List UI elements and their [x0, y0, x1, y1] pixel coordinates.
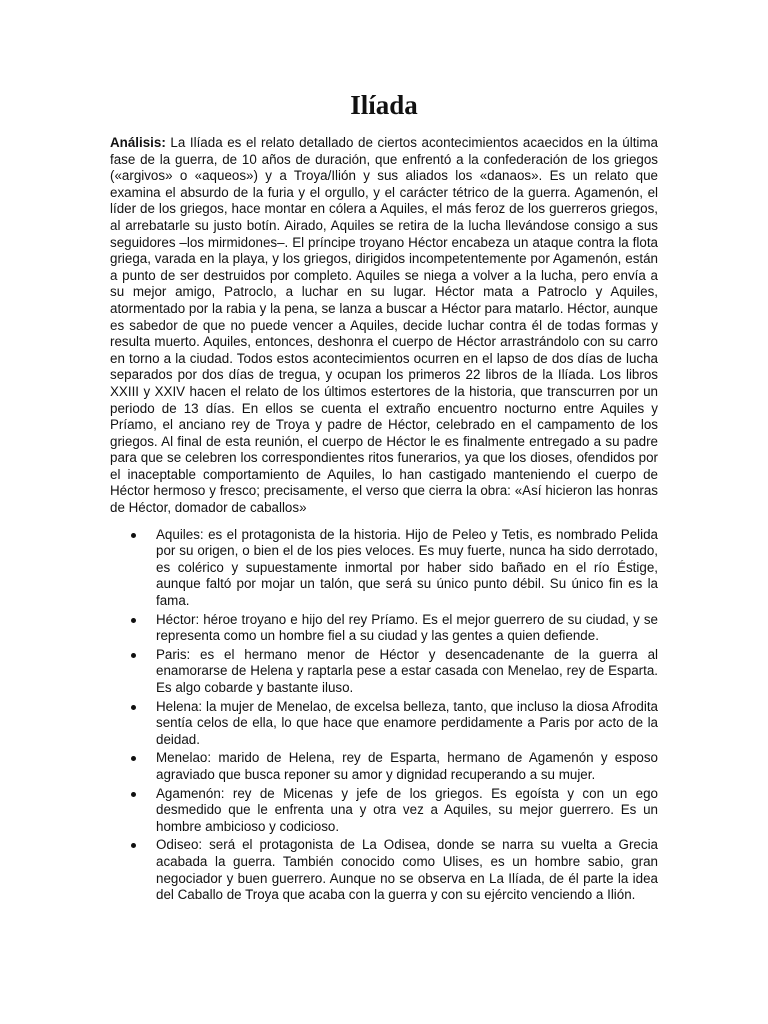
analysis-label: Análisis: — [110, 135, 166, 150]
list-item-text: Helena: la mujer de Menelao, de excelsa belleza, tanto, que incluso la diosa Afrodita sentía celos de ella, lo que hace que enamore perdidamente a Paris por acto de la deidad. — [156, 698, 658, 747]
character-list — [110, 527, 658, 904]
bullet-icon — [131, 705, 136, 710]
document-page — [110, 88, 658, 906]
list-item-text: Agamenón: rey de Micenas y jefe de los griegos. Es egoísta y con un ego desmedido que le enfrenta una y otra vez a Aquiles, su mejor guerrero. Es un hombre ambicioso y codicioso. — [156, 785, 658, 834]
list-item-text: Menelao: marido de Helena, rey de Esparta, hermano de Agamenón y esposo agraviado que busca reponer su amor y dignidad recuperando a su mujer. — [156, 750, 658, 782]
bullet-icon — [131, 533, 136, 538]
bullet-icon — [131, 792, 136, 797]
list-item-menelao — [110, 750, 658, 783]
bullet-icon — [131, 653, 136, 658]
list-item-aquiles — [110, 527, 658, 610]
list-item-text: Héctor: héroe troyano e hijo del rey Príamo. Es el mejor guerrero de su ciudad, y se representa como un hombre fiel a su ciudad y las gentes a quien defiende. — [156, 611, 658, 644]
analysis-text: La Ilíada es el relato detallado de ciertos acontecimientos acaecidos en la última fase de la guerra, de 10 años de duración, que enfrentó a la confederación de los griegos («argivos» o «aqueos») y a Troya/Ilión y sus aliados los «danaos». Es un relato que examina el absurdo de la furia y el orgullo, y el carácter tétrico de la guerra. Agamenón, el líder de los griegos, hace montar en cólera a Aquiles, el más feroz de los guerreros griegos, al arrebatarle su justo botín. Airado, Aquiles se retira de la lucha llevándose consigo a sus seguidores –los mirmidones–. El príncipe troyano Héctor encabeza un ataque contra la flota griega, varada en la playa, y los griegos, dirigidos incompetentemente por Agamenón, están a punto de ser destruidos por completo. Aquiles se niega a volver a la lucha, pero envía a su mejor amigo, Patroclo, a luchar en su lugar. Héctor mata a Patroclo y Aquiles, atormentado por la rabia y la pena, se lanza a buscar a Héctor para matarlo. Héctor, aunque es sabedor de que no puede vencer a Aquiles, decide luchar contra él de todas formas y resulta muerto. Aquiles, entonces, deshonra el cuerpo de Héctor arrastrándolo con su carro en torno a la ciudad. Todos estos acontecimientos ocurren en el lapso de dos días de lucha separados por dos días de tregua, y ocupan los primeros 22 libros de la Ilíada. Los libros XXIII y XXIV hacen el relato de los últimos estertores de la historia, que transcurren por un periodo de 13 días. En ellos se cuenta el extraño encuentro nocturno entre Aquiles y Príamo, el anciano rey de Troya y padre de Héctor, celebrado en el campamento de los griegos. Al final de esta reunión, el cuerpo de Héctor le es finalmente entregado a su padre para que se celebren los correspondientes ritos funerarios, ya que los dioses, ofendidos por el inaceptable comportamiento de Aquiles, lo han castigado manteniendo el cuerpo de Héctor hermoso y fresco; precisamente, el verso que cierra la obra: «Así hicieron las honras de Héctor, domador de caballos» — [110, 135, 658, 516]
bullet-icon — [131, 618, 136, 623]
list-item-agamenon — [110, 786, 658, 836]
list-item-hector — [110, 612, 658, 645]
list-item-text: Odiseo: será el protagonista de La Odisea, donde se narra su vuelta a Grecia acabada la guerra. También conocido como Ulises, es un hombre sabio, gran negociador y buen guerrero. Aunque no se observa en La Ilíada, de él parte la idea del Caballo de Troya que acaba con la guerra y con su ejército venciendo a Ilión. — [156, 837, 658, 903]
list-item-odiseo — [110, 837, 658, 903]
bullet-icon — [131, 756, 136, 761]
bullet-icon — [131, 843, 136, 848]
document-title: Ilíada — [350, 90, 418, 120]
list-item-helena — [110, 699, 658, 749]
analysis-paragraph — [110, 135, 658, 517]
list-item-text: Aquiles: es el protagonista de la historia. Hijo de Peleo y Tetis, es nombrado Pelida por su origen, o bien el de los pies veloces. Es muy fuerte, nunca ha sido derrotado, es colérico y supuestamente inmortal por haber sido bañado en el río Éstige, aunque faltó por mojar un talón, que será su único punto débil. Su único fin es la fama. — [156, 526, 658, 609]
list-item-text: Paris: es el hermano menor de Héctor y desencadenante de la guerra al enamorarse de Helena y raptarla pese a estar casada con Menelao, rey de Esparta. Es algo cobarde y bastante iluso. — [156, 646, 658, 695]
list-item-paris — [110, 647, 658, 697]
